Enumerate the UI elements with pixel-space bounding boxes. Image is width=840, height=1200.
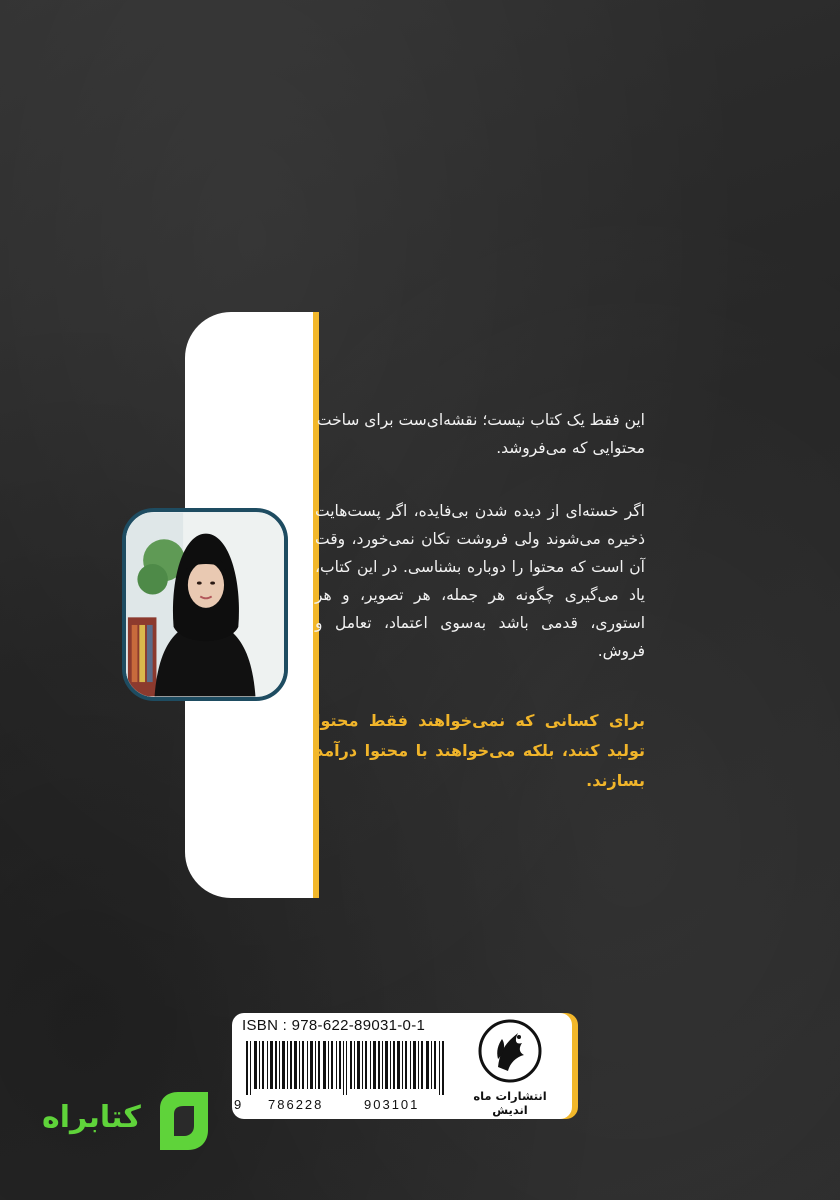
store-logo[interactable] <box>42 1090 212 1152</box>
barcode-digit-right: 903101 <box>364 1097 420 1112</box>
phoenix-logo-icon <box>478 1019 542 1083</box>
barcode-icon <box>246 1041 446 1095</box>
isbn-card <box>232 1013 572 1119</box>
barcode-digit-left: 786228 <box>268 1097 324 1112</box>
barcode <box>234 1041 446 1112</box>
barcode-digit-prefix: 9 <box>234 1097 242 1112</box>
author-portrait-image <box>126 512 284 697</box>
publisher-block <box>456 1019 564 1115</box>
author-photo <box>122 508 288 701</box>
isbn-label: ISBN : 978-622-89031-0-1 <box>242 1017 426 1034</box>
publisher-name: انتشارات ماه اندیش <box>473 1089 547 1117</box>
store-name: کتابراه <box>42 1100 141 1135</box>
highlight-paragraph: برای کسانی که نمی‌خواهند فقط محتوا تولید کنند، بلکه می‌خواهند با محتوا درآمد بسازند. <box>315 711 645 790</box>
description-paragraph: اگر خسته‌ای از دیده شدن بی‌فایده، اگر پست‌هایت ذخیره می‌شوند ولی فروشت تکان نمی‌خورد، وقت آن است که محتوا را دوباره بشناسی. در این کتاب، یاد می‌گیری چگونه هر جمله، هر تصویر، و هر استوری، قدمی باشد به‌سوی اعتماد، تعامل و فروش. <box>315 502 645 660</box>
bookmark-leaf-icon <box>156 1090 212 1152</box>
intro-paragraph: این فقط یک کتاب نیست؛ نقشه‌ای‌ست برای ساخت محتوایی که می‌فروشد. <box>316 411 645 457</box>
